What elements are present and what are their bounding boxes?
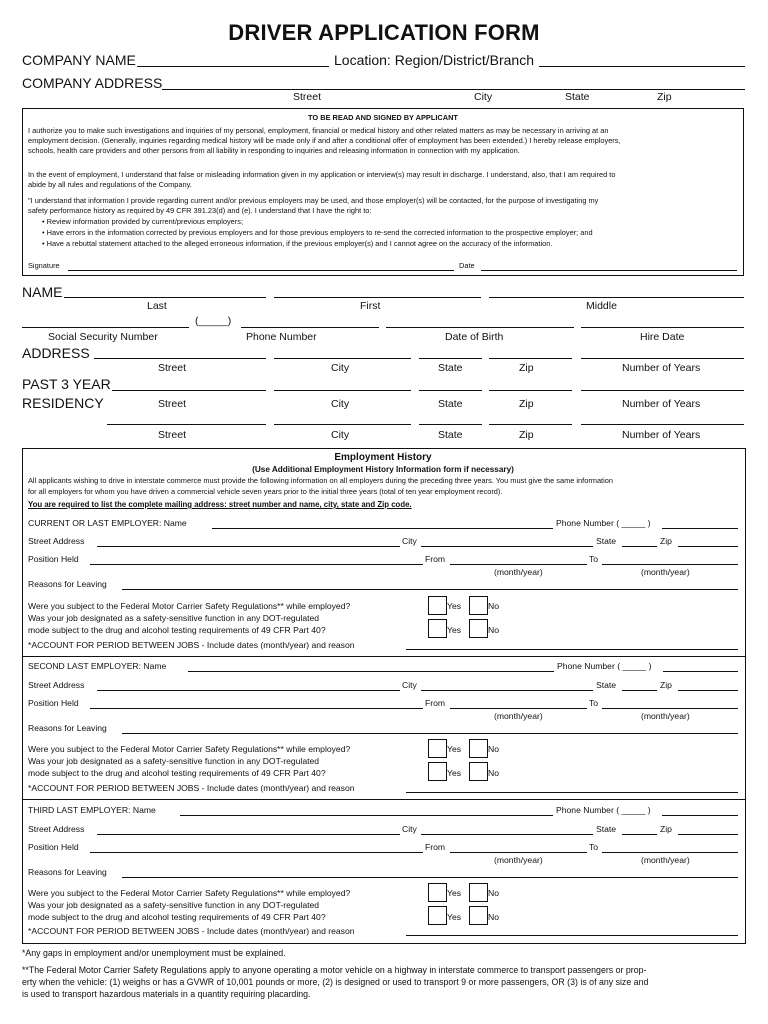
past2-zip-field[interactable] [489, 424, 572, 425]
yes-label: Yes [447, 912, 462, 922]
fmcsr-question: Were you subject to the Federal Motor Carrier Safety Regulations** while employed? [28, 888, 351, 898]
position-field[interactable] [90, 708, 423, 709]
company-zip-caption: Zip [657, 91, 672, 103]
address-years-field[interactable] [581, 358, 744, 359]
past2-state-field[interactable] [419, 424, 482, 425]
company-state-caption: State [565, 91, 590, 103]
dot-question-line1: Was your job designated as a safety-sensitive function in any DOT-regulated [28, 613, 320, 623]
signature-date-label: Date [459, 261, 475, 270]
fmcsr-yes-checkbox[interactable] [428, 739, 447, 758]
reasons-label: Reasons for Leaving [28, 723, 107, 733]
hire-date-field[interactable] [581, 327, 744, 328]
bullet-item: • Have errors in the information corrected by previous employers and for those previous employers to re-send the corrected information to the prospective employer; and [42, 228, 593, 237]
residency-label: RESIDENCY [22, 395, 104, 411]
no-label: No [488, 601, 499, 611]
hire-date-caption: Hire Date [640, 331, 685, 343]
yes-label: Yes [447, 744, 462, 754]
from-field[interactable] [450, 708, 587, 709]
state-field[interactable] [622, 546, 657, 547]
state-caption: State [438, 398, 463, 410]
to-label: To [589, 698, 599, 708]
city-field[interactable] [421, 546, 593, 547]
city-caption: City [331, 429, 350, 441]
street-caption: Street [158, 398, 187, 410]
zip-caption: Zip [519, 362, 534, 374]
to-label: To [589, 842, 599, 852]
reasons-field[interactable] [122, 733, 738, 734]
employer-phone-field[interactable] [662, 815, 738, 816]
signature-label: Signature [28, 261, 60, 270]
company-address-label: COMPANY ADDRESS [22, 75, 163, 91]
state-field[interactable] [622, 690, 657, 691]
location-field[interactable] [539, 66, 745, 67]
no-label: No [488, 768, 499, 778]
zip-label: Zip [660, 536, 672, 546]
zip-field[interactable] [678, 546, 738, 547]
employer-name-label: CURRENT OR LAST EMPLOYER: Name [28, 518, 187, 528]
middle-caption: Middle [586, 300, 617, 312]
zip-caption: Zip [519, 429, 534, 441]
address-state-field[interactable] [419, 358, 482, 359]
authorization-text: "I understand that information I provide regarding current and/or previous employers may be used, and those employer(s) will be contacted, for the purpose of investigating my [28, 196, 599, 205]
from-month-year: (month/year) [494, 855, 543, 865]
address-zip-field[interactable] [489, 358, 572, 359]
to-month-year: (month/year) [641, 567, 690, 577]
years-caption: Number of Years [622, 429, 701, 441]
position-label: Position Held [28, 698, 79, 708]
dob-field[interactable] [386, 327, 574, 328]
phone-field[interactable] [241, 327, 379, 328]
state-caption: State [438, 362, 463, 374]
position-field[interactable] [90, 852, 423, 853]
first-caption: First [360, 300, 381, 312]
employer-phone-label: Phone Number ( _____ ) [556, 805, 651, 815]
no-label: No [488, 888, 499, 898]
authorization-text: schools, health care providers and other persons from all liability in responding to inquiries and releasing information in connection with my application. [28, 146, 520, 155]
employer-name-field[interactable] [188, 671, 554, 672]
zip-field[interactable] [678, 834, 738, 835]
street-address-field[interactable] [97, 546, 400, 547]
city-caption: City [331, 398, 350, 410]
ssn-caption: Social Security Number [48, 331, 158, 343]
state-caption: State [438, 429, 463, 441]
middle-name-field[interactable] [489, 297, 744, 298]
from-field[interactable] [450, 564, 587, 565]
dot-question-line2: mode subject to the drug and alcohol testing requirements of 49 CFR Part 40? [28, 912, 326, 922]
employer-name-label: SECOND LAST EMPLOYER: Name [28, 661, 167, 671]
position-field[interactable] [90, 564, 423, 565]
yes-label: Yes [447, 625, 462, 635]
employer-phone-field[interactable] [663, 671, 738, 672]
to-field[interactable] [602, 852, 738, 853]
company-city-caption: City [474, 91, 493, 103]
dot-question-line2: mode subject to the drug and alcohol testing requirements of 49 CFR Part 40? [28, 768, 326, 778]
fmcsr-footnote: erty when the vehicle: (1) weighs or has a GVWR of 10,001 pounds or more, (2) is designed or used to transport 9 or more passengers, OR (3) is of any size and [22, 977, 649, 987]
past2-years-field[interactable] [581, 424, 744, 425]
reasons-label: Reasons for Leaving [28, 867, 107, 877]
city-label: City [402, 824, 417, 834]
dob-caption: Date of Birth [445, 331, 504, 343]
street-address-field[interactable] [97, 690, 400, 691]
city-field[interactable] [421, 690, 593, 691]
from-label: From [425, 842, 446, 852]
fmcsr-yes-checkbox[interactable] [428, 883, 447, 902]
employer-phone-field[interactable] [662, 528, 738, 529]
address-street-field[interactable] [94, 358, 266, 359]
company-street-caption: Street [293, 91, 322, 103]
fmcsr-no-checkbox[interactable] [469, 739, 488, 758]
street-caption: Street [158, 362, 187, 374]
ssn-field[interactable] [22, 327, 189, 328]
employer-name-field[interactable] [212, 528, 553, 529]
years-caption: Number of Years [622, 398, 701, 410]
dot-no-checkbox[interactable] [469, 619, 488, 638]
company-name-label: COMPANY NAME [22, 52, 136, 68]
no-label: No [488, 912, 499, 922]
signature-date-field[interactable] [481, 270, 737, 271]
authorization-text: safety performance history as required by 49 CFR 391.23(d) and (e). I understand that I have the right to: [28, 206, 372, 215]
employment-intro: for all employers for whom you have driven a commercial vehicle seven years prior to the initial three years (total of ten year employment record). [28, 487, 503, 496]
to-month-year: (month/year) [641, 711, 690, 721]
city-label: City [402, 680, 417, 690]
past2-city-field[interactable] [274, 424, 411, 425]
dot-question-line1: Was your job designated as a safety-sensitive function in any DOT-regulated [28, 900, 320, 910]
yes-label: Yes [447, 768, 462, 778]
required-address-note: You are required to list the complete mailing address: street number and name, city, state and Zip code. [28, 500, 412, 509]
employer-phone-label: Phone Number ( _____ ) [557, 661, 652, 671]
no-label: No [488, 625, 499, 635]
street-address-label: Street Address [28, 680, 85, 690]
past-state-field[interactable] [419, 390, 482, 391]
reasons-label: Reasons for Leaving [28, 579, 107, 589]
phone-area-code: (_____) [195, 315, 232, 327]
fmcsr-question: Were you subject to the Federal Motor Carrier Safety Regulations** while employed? [28, 601, 351, 611]
from-month-year: (month/year) [494, 567, 543, 577]
fmcsr-footnote: **The Federal Motor Carrier Safety Regulations apply to anyone operating a motor vehicle on a highway in interstate commerce to transport passengers or prop- [22, 965, 647, 975]
gaps-footnote: *Any gaps in employment and/or unemployment must be explained. [22, 948, 286, 958]
from-month-year: (month/year) [494, 711, 543, 721]
state-field[interactable] [622, 834, 657, 835]
bullet-item: • Have a rebuttal statement attached to the alleged erroneous information, if the previous employer(s) and I cannot agree on the accuracy of the information. [42, 239, 553, 248]
account-period-field[interactable] [406, 649, 738, 650]
last-caption: Last [147, 300, 167, 312]
to-month-year: (month/year) [641, 855, 690, 865]
address-label: ADDRESS [22, 345, 90, 361]
fmcsr-no-checkbox[interactable] [469, 883, 488, 902]
from-label: From [425, 554, 446, 564]
authorization-text: abide by all rules and regulations of the Company. [28, 180, 192, 189]
dot-no-checkbox[interactable] [469, 906, 488, 925]
dot-question-line1: Was your job designated as a safety-sensitive function in any DOT-regulated [28, 756, 320, 766]
name-label: NAME [22, 284, 63, 300]
past-street-field[interactable] [112, 390, 266, 391]
past-zip-field[interactable] [489, 390, 572, 391]
position-label: Position Held [28, 554, 79, 564]
past-city-field[interactable] [274, 390, 411, 391]
zip-label: Zip [660, 680, 672, 690]
signature-field[interactable] [68, 270, 454, 271]
street-address-label: Street Address [28, 824, 85, 834]
section-divider [23, 799, 745, 800]
employment-intro: All applicants wishing to drive in interstate commerce must provide the following information on all employers during the preceding three years. You must give the same information [28, 476, 613, 485]
account-period-field[interactable] [406, 792, 738, 793]
bullet-item: • Review information provided by current/previous employers; [42, 217, 244, 226]
from-label: From [425, 698, 446, 708]
years-caption: Number of Years [622, 362, 701, 374]
city-label: City [402, 536, 417, 546]
zip-caption: Zip [519, 398, 534, 410]
fmcsr-yes-checkbox[interactable] [428, 596, 447, 615]
authorization-heading: TO BE READ AND SIGNED BY APPLICANT [308, 113, 458, 122]
past2-street-field[interactable] [107, 424, 266, 425]
city-caption: City [331, 362, 350, 374]
authorization-text: employment decision. (Generally, inquiries regarding medical history will be made only if and after a conditional offer of employment has been extended.) I hereby release employers, [28, 136, 621, 145]
address-city-field[interactable] [274, 358, 411, 359]
account-period-label: *ACCOUNT FOR PERIOD BETWEEN JOBS - Include dates (month/year) and reason [28, 783, 355, 793]
employer-name-field[interactable] [180, 815, 553, 816]
state-label: State [596, 824, 617, 834]
fmcsr-no-checkbox[interactable] [469, 596, 488, 615]
fmcsr-question: Were you subject to the Federal Motor Carrier Safety Regulations** while employed? [28, 744, 351, 754]
street-caption: Street [158, 429, 187, 441]
to-field[interactable] [602, 564, 738, 565]
dot-question-line2: mode subject to the drug and alcohol testing requirements of 49 CFR Part 40? [28, 625, 326, 635]
first-name-field[interactable] [274, 297, 481, 298]
employer-phone-label: Phone Number ( _____ ) [556, 518, 651, 528]
employment-subheading: (Use Additional Employment History Information form if necessary) [252, 465, 514, 474]
past-residency-label: PAST 3 YEAR [22, 376, 111, 392]
past-years-field[interactable] [581, 390, 744, 391]
phone-caption: Phone Number [246, 331, 317, 343]
reasons-field[interactable] [122, 589, 738, 590]
street-address-field[interactable] [97, 834, 400, 835]
dot-yes-checkbox[interactable] [428, 762, 447, 781]
dot-yes-checkbox[interactable] [428, 619, 447, 638]
employment-heading: Employment History [334, 452, 432, 463]
to-label: To [589, 554, 599, 564]
city-field[interactable] [421, 834, 593, 835]
to-field[interactable] [602, 708, 738, 709]
last-name-field[interactable] [64, 297, 266, 298]
location-label: Location: Region/District/Branch [334, 52, 534, 68]
dot-no-checkbox[interactable] [469, 762, 488, 781]
section-divider [23, 656, 745, 657]
yes-label: Yes [447, 601, 462, 611]
state-label: State [596, 680, 617, 690]
account-period-label: *ACCOUNT FOR PERIOD BETWEEN JOBS - Include dates (month/year) and reason [28, 926, 355, 936]
position-label: Position Held [28, 842, 79, 852]
reasons-field[interactable] [122, 877, 738, 878]
dot-yes-checkbox[interactable] [428, 906, 447, 925]
company-address-field[interactable] [162, 89, 745, 90]
zip-label: Zip [660, 824, 672, 834]
zip-field[interactable] [678, 690, 738, 691]
authorization-text: I authorize you to make such investigations and inquiries of my personal, employment, financial or medical history and other related matters as may be necessary in arriving at an [28, 126, 609, 135]
no-label: No [488, 744, 499, 754]
fmcsr-footnote: is used to transport hazardous materials in a quantity requiring placarding. [22, 989, 311, 999]
yes-label: Yes [447, 888, 462, 898]
employer-name-label: THIRD LAST EMPLOYER: Name [28, 805, 156, 815]
street-address-label: Street Address [28, 536, 85, 546]
company-name-field[interactable] [137, 66, 329, 67]
form-title: DRIVER APPLICATION FORM [228, 20, 540, 45]
account-period-label: *ACCOUNT FOR PERIOD BETWEEN JOBS - Include dates (month/year) and reason [28, 640, 355, 650]
state-label: State [596, 536, 617, 546]
account-period-field[interactable] [406, 935, 738, 936]
authorization-text: In the event of employment, I understand that false or misleading information given in my application or interview(s) may result in discharge. I understand, also, that I am required to [28, 170, 616, 179]
from-field[interactable] [450, 852, 587, 853]
